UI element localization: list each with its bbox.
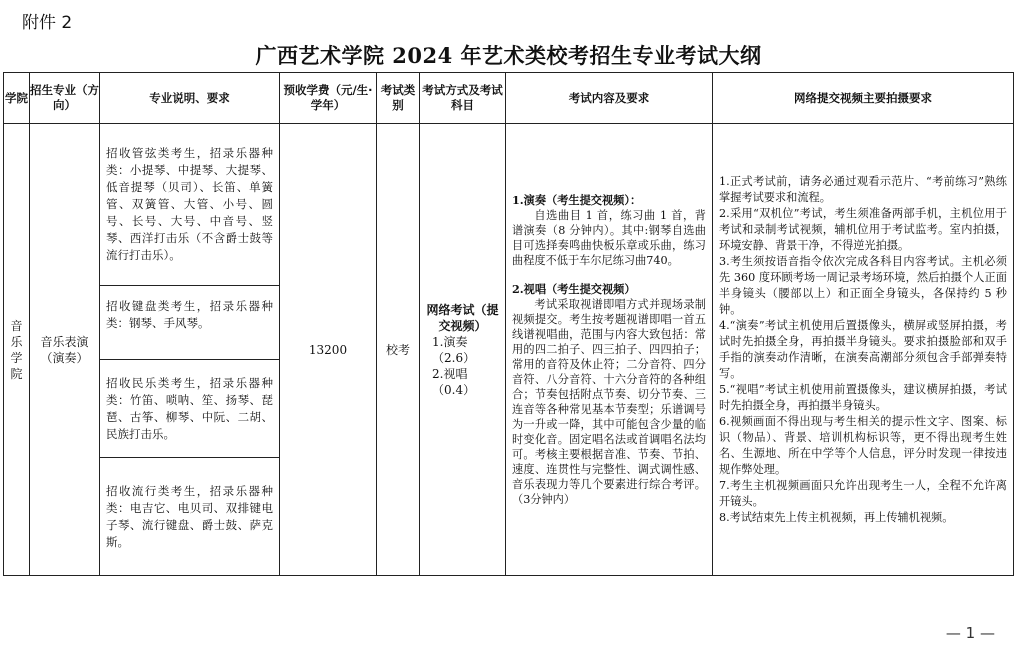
requirement-item: 7.考生主机视频画面只允许出现考生一人，全程不允许离开镜头。 — [719, 478, 1007, 508]
header-method: 考试方式及考试科目 — [420, 73, 506, 124]
description-folk: 招收民乐类考生，招录乐器种类：竹笛、唢呐、笙、扬琴、琵琶、古筝、柳琴、中阮、二胡、民族打击乐。 — [100, 360, 280, 458]
method-item: 2.视唱（0.4） — [432, 366, 476, 397]
video-requirements-cell — [713, 124, 1014, 576]
method-item: 1.演奏（2.6） — [432, 334, 476, 365]
requirement-item: 6.视频画面不得出现与考生相关的提示性文字、图案、标识（物品）、背景、培训机构标识等，更不得出现考生姓名、生源地、所在中学等个人信息，评分时发现一律按违规作弊处理。 — [719, 414, 1007, 476]
header-description: 专业说明、要求 — [100, 73, 280, 124]
content-section-title: 1.演奏（考生提交视频）： — [512, 192, 642, 207]
description-winds-strings: 招收管弦类考生，招录乐器种类：小提琴、中提琴、大提琴、低音提琴（贝司）、长笛、单簧管、双簧管、大管、小号、圆号、长号、大号、中音号、竖琴、西洋打击乐（不含爵士鼓等流行打击乐）。 — [100, 124, 280, 286]
method-title: 网络考试（提交视频） — [426, 302, 499, 333]
requirement-item: 1.正式考试前，请务必通过观看示范片、“考前练习”熟练掌握考试要求和流程。 — [719, 174, 1007, 204]
requirement-item: 3.考生须按语音指令依次完成各科目内容考试。主机必须先 360 度环顾考场一周记录考场环境，然后拍摄个人正面半身镜头（腰部以上）和正面全身镜头，各保持约 5 秒钟。 — [719, 254, 1007, 316]
header-category: 考试类别 — [377, 73, 420, 124]
content-section-title: 2.视唱（考生提交视频） — [512, 281, 636, 296]
header-video: 网络提交视频主要拍摄要求 — [713, 73, 1014, 124]
fee-cell: 13200 — [280, 124, 377, 576]
page-number: — 1 — — [945, 624, 995, 642]
header-major: 招生专业（方向） — [30, 73, 100, 124]
header-content: 考试内容及要求 — [506, 73, 713, 124]
syllabus-table — [3, 72, 1014, 576]
major-cell: 音乐表演（演奏） — [30, 124, 100, 576]
content-section-body: 考试采取视谱即唱方式并现场录制视频提交。考生按考题视谱即唱一首五线谱视唱曲，范围与内容大致包括：常用的四二拍子、四三拍子、四四拍子；常用的音符及休止符；二分音符、四分音符、八分音符、十六分音符的各种组合；节奏包括附点节奏、切分节奏、三连音等各种常见基本节奏型；乐谱调号为一升或一降，其中可能包含少量的临时变化音。固定唱名法或首调唱名法均可。考核主要根据音准、节奏、节拍、速度、连贯性与完整性、调式调性感、音乐表现力等几个要素进行综合考评。（3分钟内） — [512, 297, 706, 506]
content-cell — [506, 124, 713, 576]
content-section-body: 自选曲目 1 首，练习曲 1 首，背谱演奏（8 分钟内）。其中:钢琴自选曲目可选择奏鸣曲快板乐章或乐曲，练习曲程度不低于车尔尼练习曲740。 — [512, 208, 706, 267]
requirement-item: 5.“视唱”考试主机使用前置摄像头，建议横屏拍摄，考试时先拍摄全身，再拍摄半身镜头。 — [719, 382, 1007, 412]
requirement-item: 2.采用“双机位”考试，考生须准备两部手机，主机位用于考试和录制考试视频，辅机位用于考试监考。室内拍摄，环境安静、背景干净，不得逆光拍摄。 — [719, 206, 1007, 252]
college-cell: 音乐学院 — [4, 124, 30, 576]
annex-label: 附件 2 — [22, 13, 73, 33]
method-cell — [420, 124, 506, 576]
requirement-item: 4.“演奏”考试主机使用后置摄像头，横屏或竖屏拍摄，考试时先拍摄全身，再拍摄半身镜头。要求拍摄脸部和双手手指的演奏动作清晰，在演奏高潮部分须包含手部弹奏特写。 — [719, 318, 1007, 380]
description-pop: 招收流行类考生，招录乐器种类：电吉它、电贝司、双排键电子琴、流行键盘、爵士鼓、萨克斯。 — [100, 458, 280, 576]
requirement-item: 8.考试结束先上传主机视频，再上传辅机视频。 — [719, 510, 954, 524]
category-cell: 校考 — [377, 124, 420, 576]
header-fee: 预收学费（元/生·学年） — [280, 73, 377, 124]
header-college: 学院 — [4, 73, 30, 124]
header-row — [4, 73, 1014, 124]
document-title: 广西艺术学院 2024 年艺术类校考招生专业考试大纲 — [255, 43, 762, 68]
description-keyboard: 招收键盘类考生，招录乐器种类：钢琴、手风琴。 — [100, 286, 280, 360]
